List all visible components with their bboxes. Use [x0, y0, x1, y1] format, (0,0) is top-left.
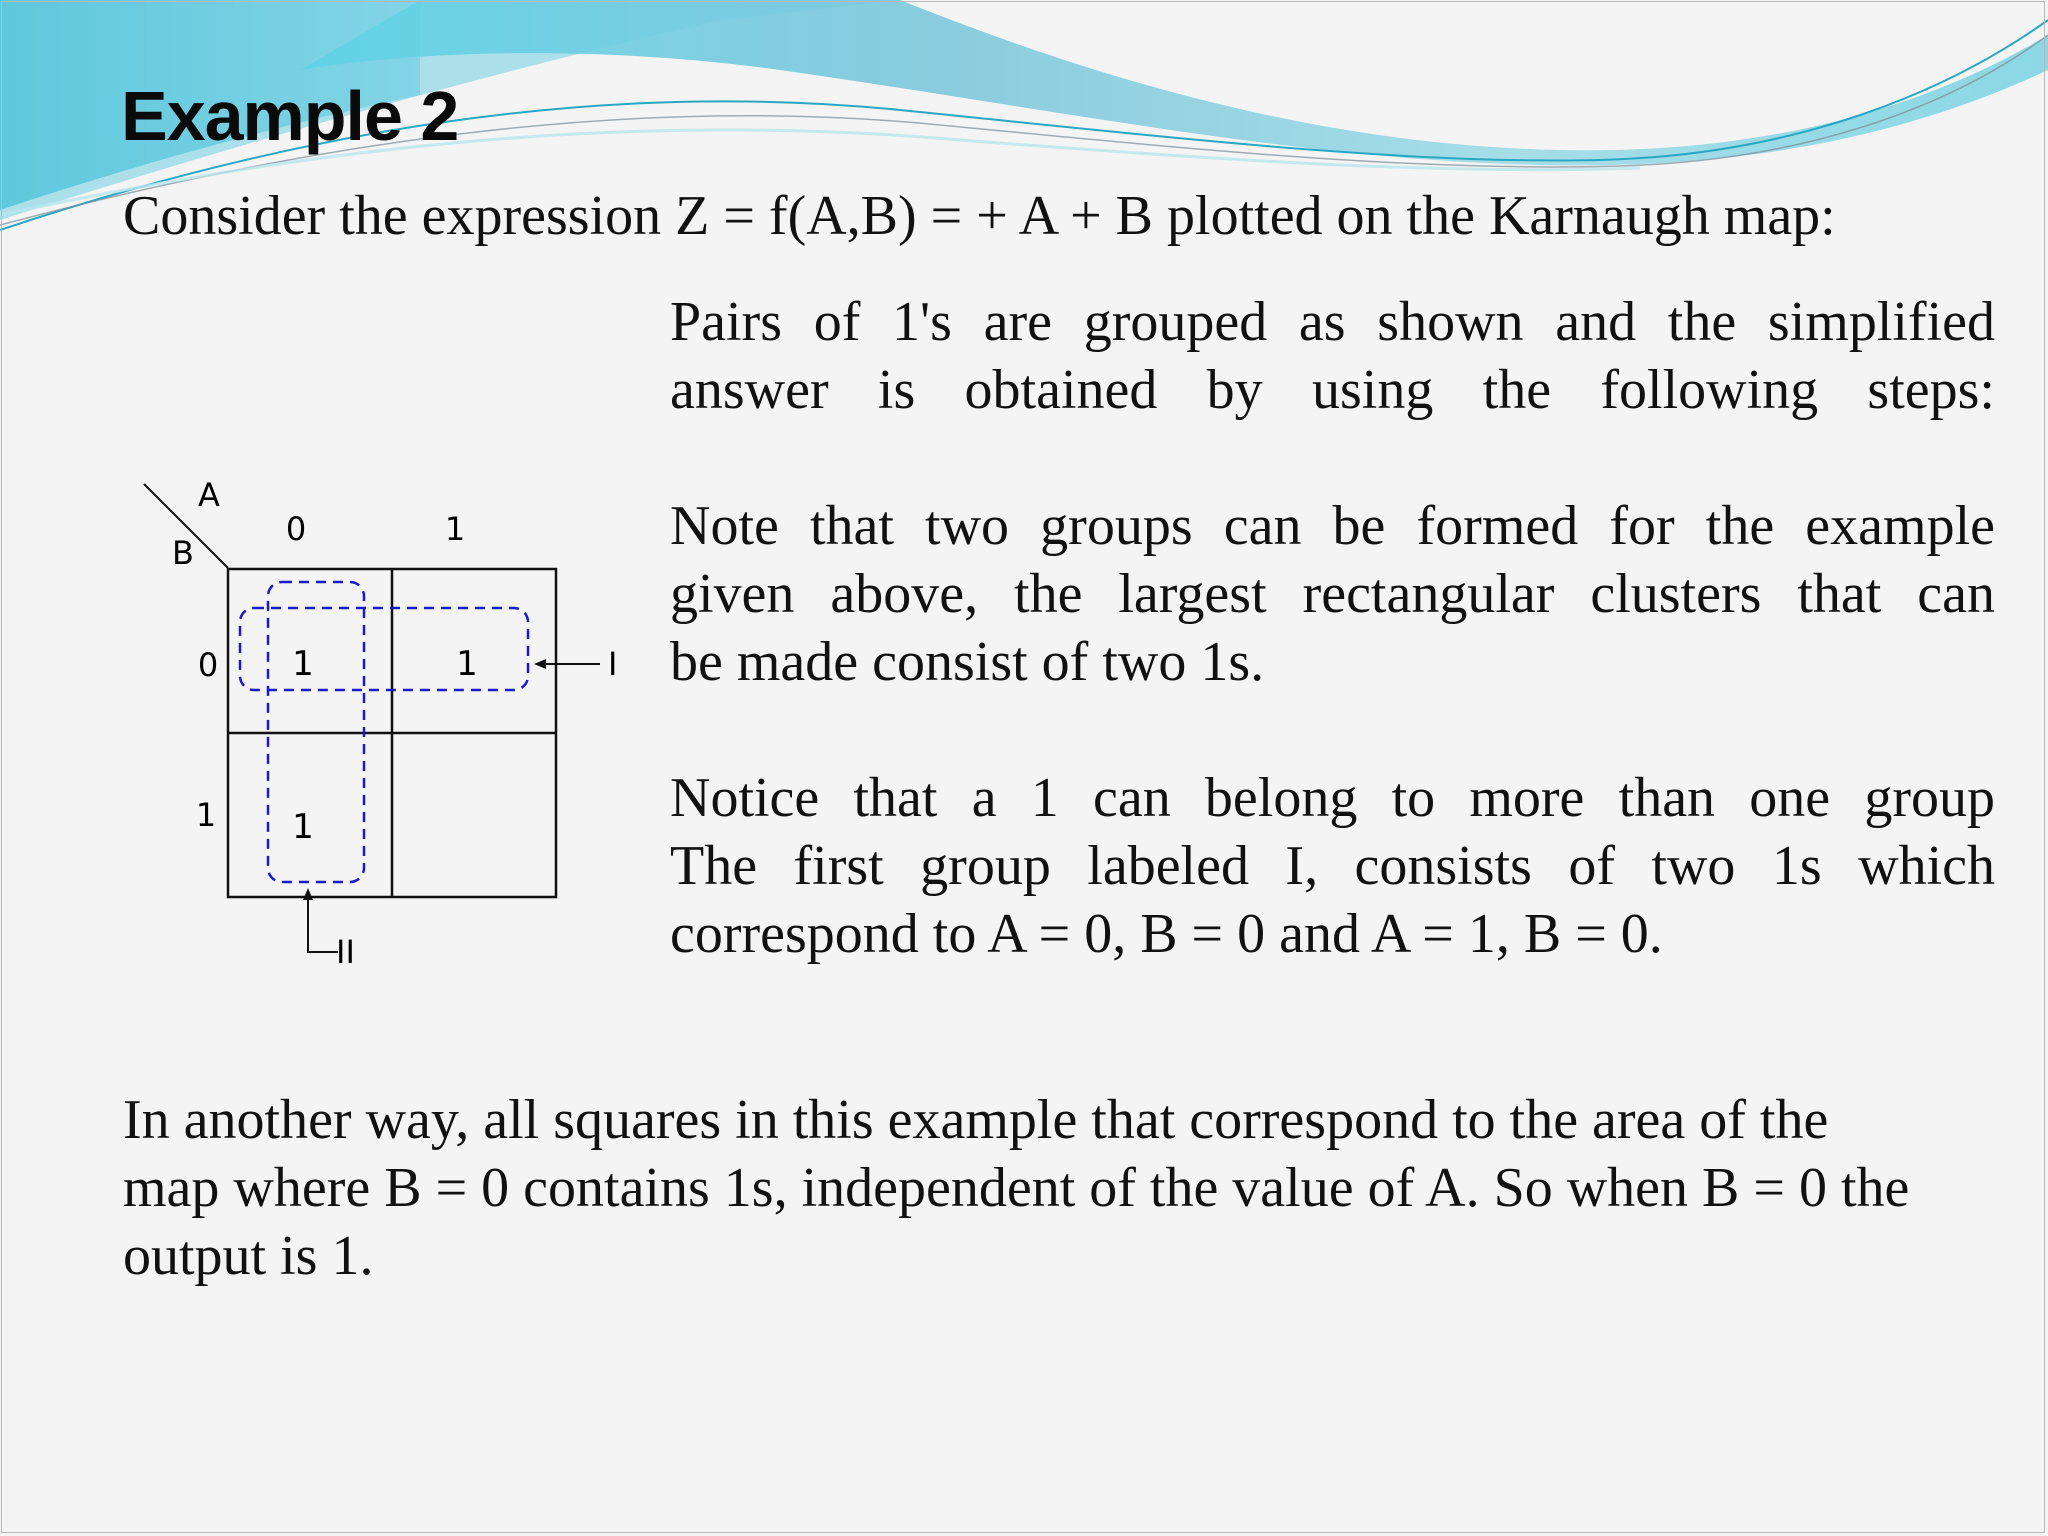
paragraph-line: correspond to A = 0, B = 0 and A = 1, B = 0.: [670, 903, 1663, 965]
kmap-group-label: I: [608, 645, 618, 683]
intro-text: Consider the expression Z = f(A,B) = + A + B plotted on the Karnaugh map:: [123, 185, 1836, 247]
paragraph-grouping: [670, 288, 1995, 424]
paragraph-notice: [670, 764, 1995, 968]
kmap-group-arrowhead: [303, 888, 313, 900]
kmap-col-header: 1: [444, 510, 466, 548]
paragraph-line: Pairs of 1's are grouped as shown and the simplified: [670, 291, 1995, 353]
kmap-cell: 1: [292, 807, 314, 847]
kmap-group-arrowhead: [534, 659, 546, 669]
kmap-row-header: 1: [195, 796, 217, 834]
kmap-row-header: 0: [197, 646, 219, 684]
paragraph-conclusion-line: In another way, all squares in this example that correspond to the area of the: [123, 1089, 1829, 1151]
kmap-col-variable: A: [198, 476, 220, 514]
kmap-cell: 1: [456, 644, 478, 684]
slide-title: Example 2: [121, 77, 459, 155]
kmap-group-arrow: [308, 893, 338, 952]
kmap-group-outline: [240, 608, 528, 690]
karnaugh-map: [130, 470, 650, 990]
paragraph-line: The first group labeled I, consists of two 1s which: [670, 835, 1995, 897]
kmap-group-label: II: [336, 933, 355, 971]
kmap-row-variable: B: [172, 534, 194, 572]
kmap-col-header: 0: [285, 510, 307, 548]
paragraph-line: be made consist of two 1s.: [670, 631, 1265, 693]
paragraph-line: answer is obtained by using the following steps:: [670, 359, 1995, 421]
paragraph-line: given above, the largest rectangular clusters that can: [670, 563, 1995, 625]
paragraph-line: Note that two groups can be formed for the example: [670, 495, 1995, 557]
paragraph-line: Notice that a 1 can belong to more than one group: [670, 767, 1995, 829]
paragraph-conclusion-line: output is 1.: [123, 1225, 374, 1287]
kmap-cell: 1: [292, 644, 314, 684]
paragraph-conclusion-line: map where B = 0 contains 1s, independent of the value of A. So when B = 0 the: [123, 1157, 1910, 1219]
paragraph-groups: [670, 492, 1995, 696]
